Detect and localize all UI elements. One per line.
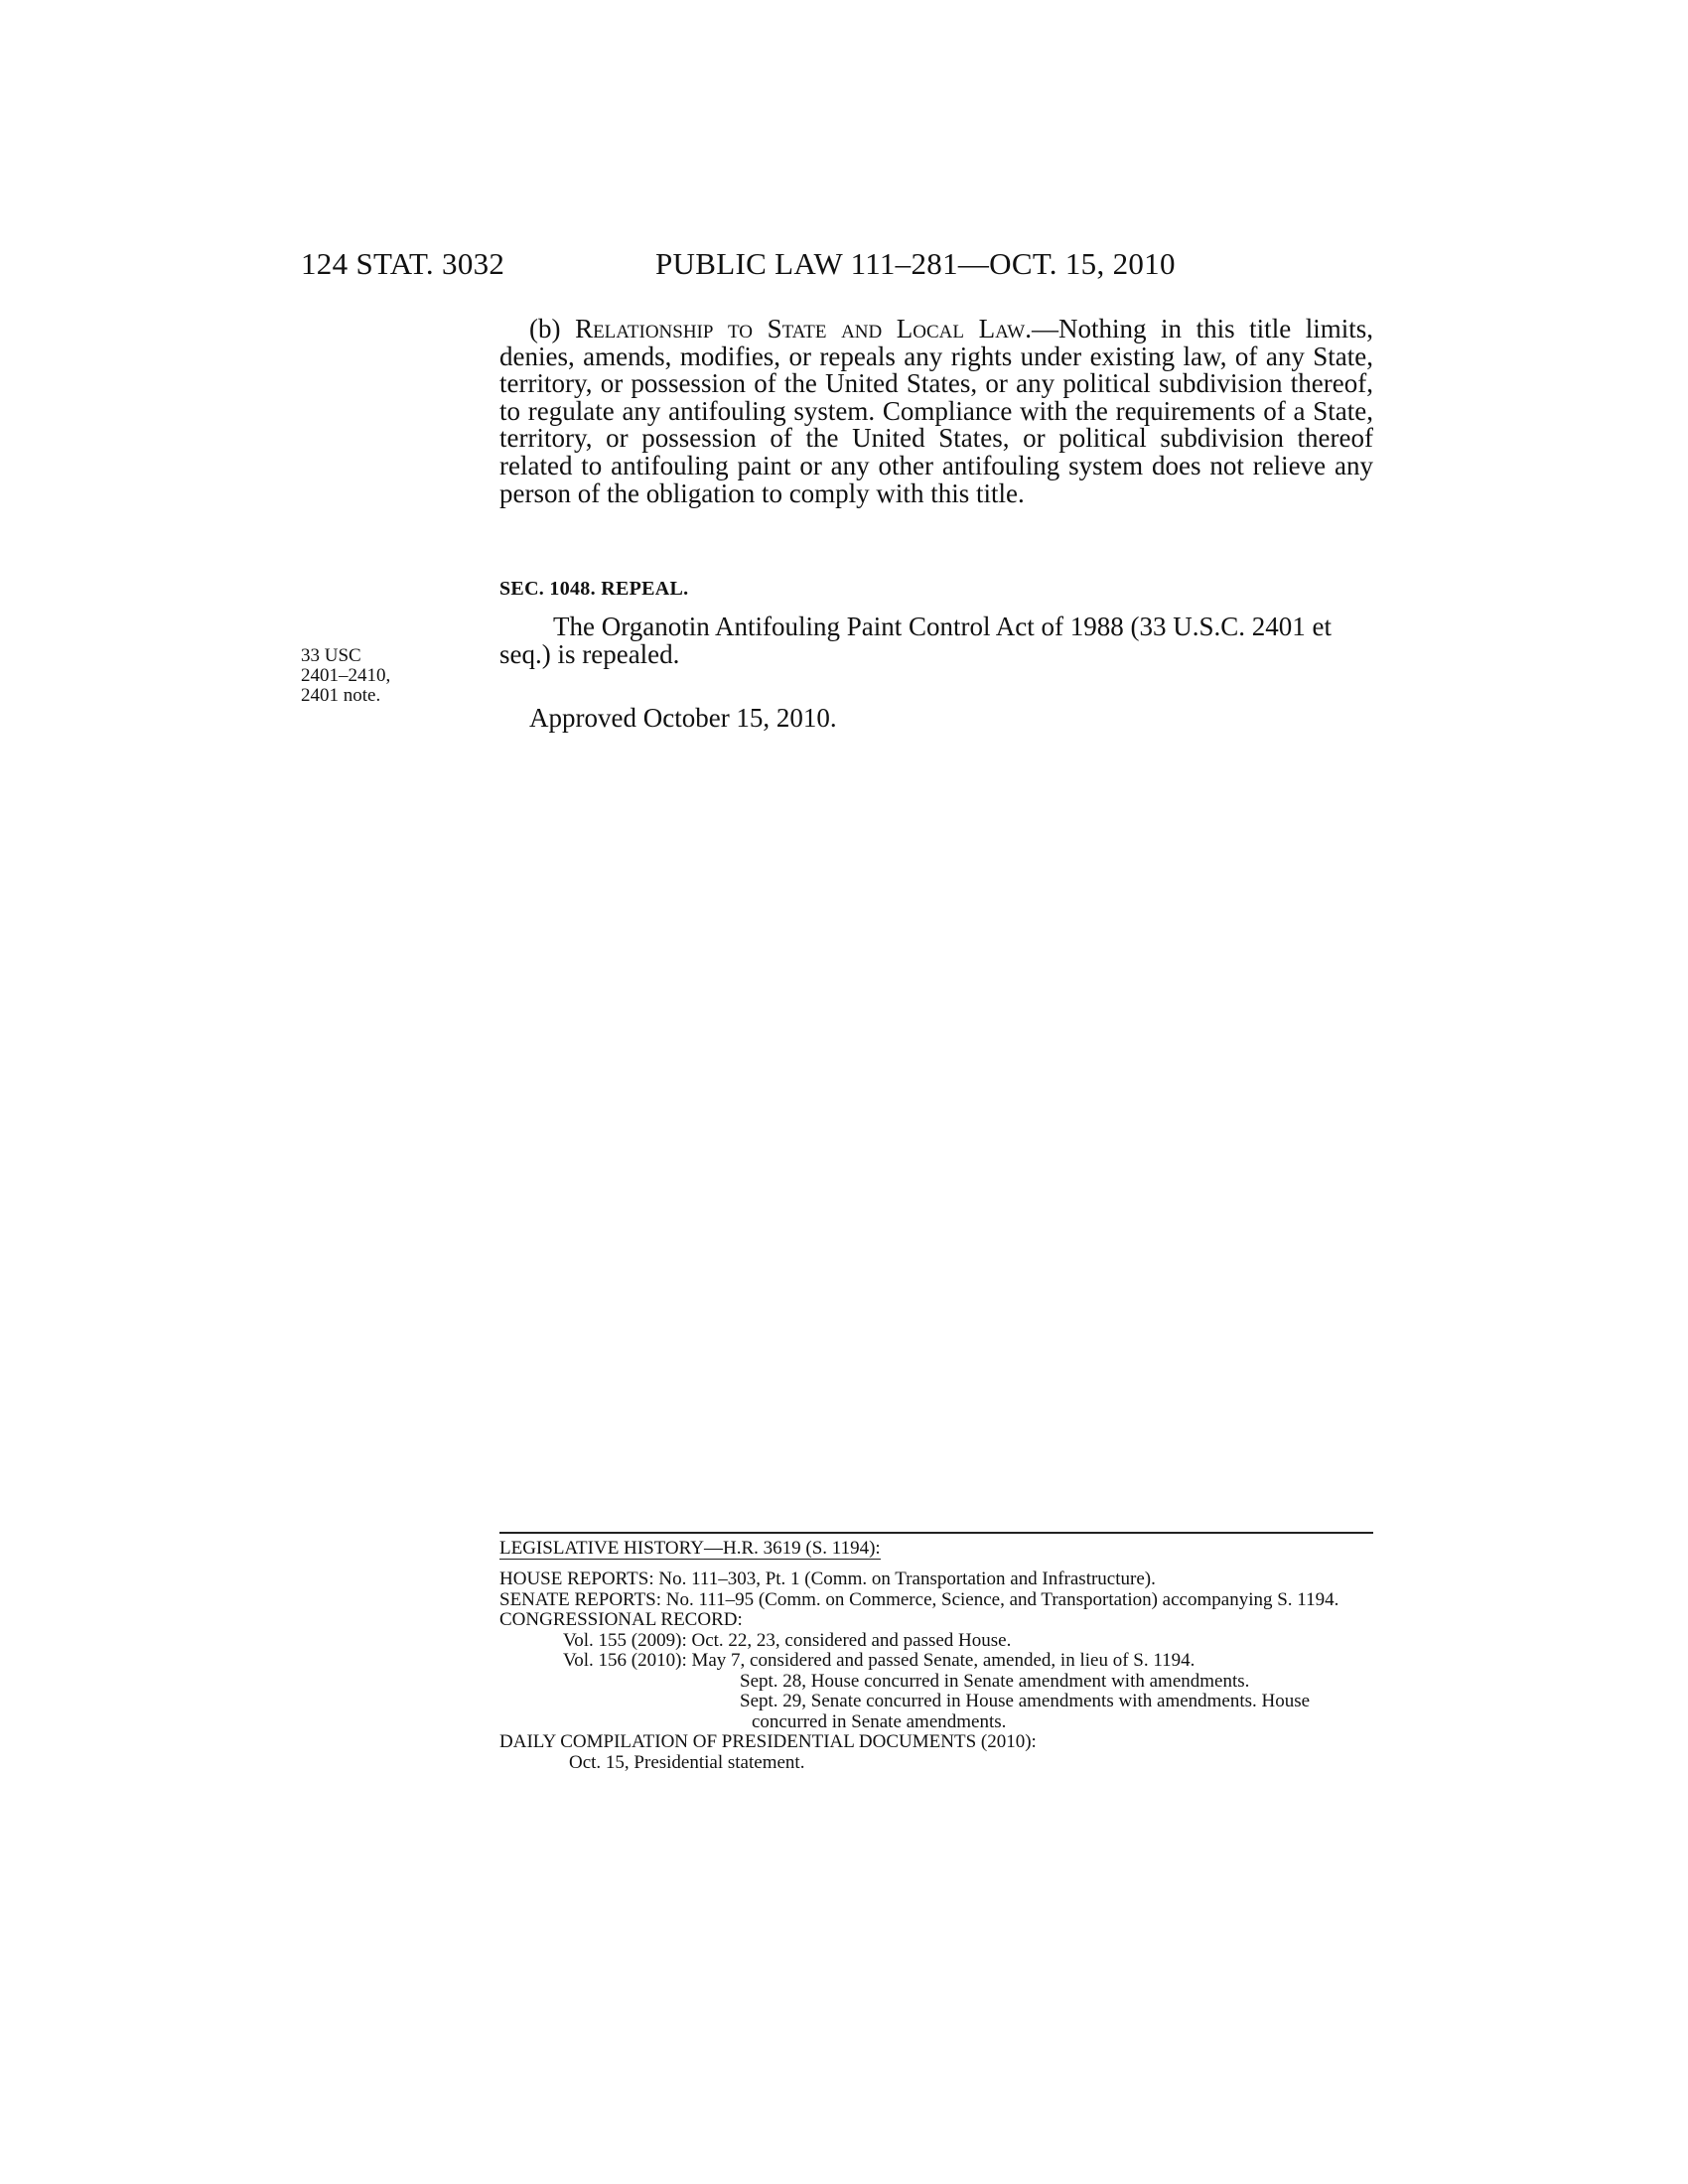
page-stat-citation: 124 STAT. 3032: [301, 246, 505, 281]
legislative-history-rule: [499, 1532, 1373, 1534]
paragraph-b-text: —Nothing in this title limits, denies, amends, modifies, or repeals any rights under existing law, of any State, territory, or possession of the United States, or any political subdivision thereof, to regulate any antifouling system. Compliance with the requirements of a State, territory, or possession of the United States, or political subdivision thereof related to antifouling paint or any other antifouling system does not relieve any person of the obligation to comply with this title.: [499, 314, 1374, 508]
record-vol-155: Vol. 155 (2009): Oct. 22, 23, considered and passed House.: [563, 1629, 1012, 1651]
margin-note-line: 2401–2410,: [301, 665, 391, 686]
page-law-header: PUBLIC LAW 111–281—OCT. 15, 2010: [655, 246, 1176, 281]
senate-reports: SENATE REPORTS: No. 111–95 (Comm. on Commerce, Science, and Transportation) accompanying S. 1194.: [499, 1588, 1339, 1610]
margin-note: [301, 646, 390, 706]
house-reports: HOUSE REPORTS: No. 111–303, Pt. 1 (Comm. on Transportation and Infrastructure).: [499, 1569, 1156, 1589]
margin-note-line: 33 USC: [301, 645, 361, 666]
paragraph-b: [499, 316, 1373, 507]
legislative-history: [499, 1570, 1373, 1773]
approval-date: Approved October 15, 2010.: [529, 703, 837, 733]
record-sept-29: Sept. 29, Senate concurred in House amendments with amendments. House concurred in Senate amendments.: [740, 1691, 1311, 1732]
congressional-record-heading: CONGRESSIONAL RECORD:: [499, 1609, 743, 1630]
record-vol-156: Vol. 156 (2010): May 7, considered and passed Senate, amended, in lieu of S. 1194.: [563, 1650, 1196, 1671]
legislative-history-title: LEGISLATIVE HISTORY—H.R. 3619 (S. 1194):: [499, 1538, 881, 1559]
paragraph-b-heading: Relationship to State and Local Law.: [575, 314, 1032, 343]
record-sept-28: Sept. 28, House concurred in Senate amendment with amendments.: [740, 1670, 1250, 1692]
margin-note-line: 2401 note.: [301, 685, 381, 706]
section-heading: SEC. 1048. REPEAL.: [499, 578, 689, 600]
section-text: The Organotin Antifouling Paint Control Act of 1988 (33 U.S.C. 2401 et seq.) is repealed.: [499, 612, 1332, 669]
presidential-statement: Oct. 15, Presidential statement.: [569, 1751, 805, 1773]
paragraph-b-label: (b): [529, 314, 561, 343]
daily-compilation-heading: DAILY COMPILATION OF PRESIDENTIAL DOCUMENTS (2010):: [499, 1731, 1037, 1752]
